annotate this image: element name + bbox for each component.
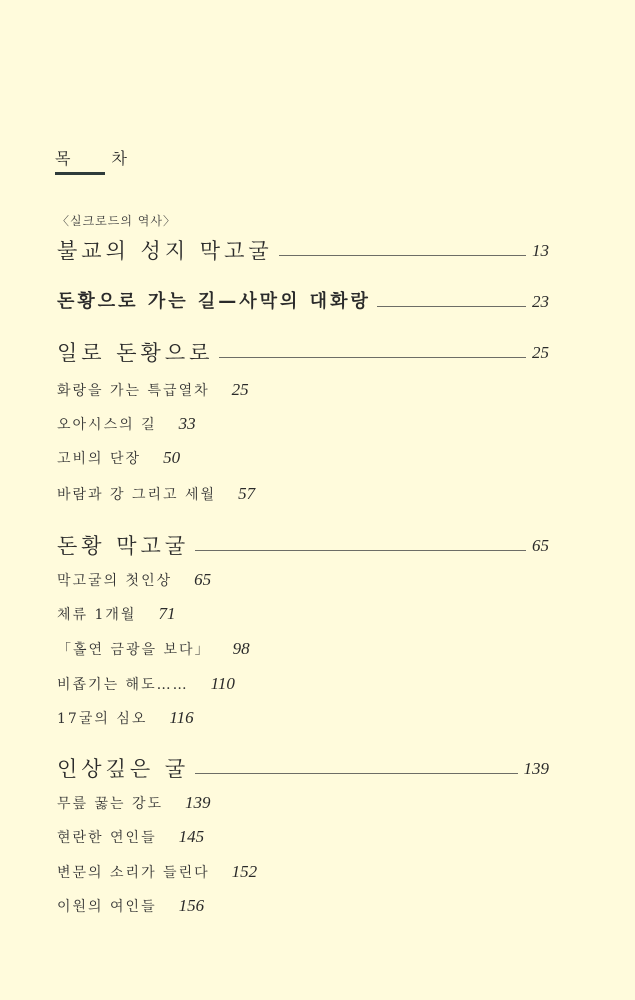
entry-title: 돈황으로 가는 길—사막의 대화랑 xyxy=(57,291,371,312)
item-title: 현란한 연인들 xyxy=(57,830,157,846)
toc-item[interactable] xyxy=(57,639,250,659)
item-page: 116 xyxy=(169,708,194,727)
item-page: 57 xyxy=(238,484,256,503)
entry-page: 13 xyxy=(532,241,549,260)
entry-page: 23 xyxy=(532,292,549,311)
chapter-page: 139 xyxy=(523,759,549,778)
item-title: 고비의 단장 xyxy=(57,451,142,467)
toc-heading-underline xyxy=(55,172,105,175)
toc-chapter-2[interactable] xyxy=(57,531,549,561)
item-title: 무릎 꿇는 강도 xyxy=(57,796,164,812)
leader-line xyxy=(377,306,526,307)
item-title: 화랑을 가는 특급열차 xyxy=(57,383,210,399)
toc-chapter-3[interactable] xyxy=(57,754,549,784)
chapter-title: 인상깊은 굴 xyxy=(57,757,190,781)
item-page: 145 xyxy=(178,827,205,846)
chapter-page: 65 xyxy=(532,536,549,555)
toc-entry-part2[interactable] xyxy=(57,287,549,317)
item-page: 139 xyxy=(185,793,211,812)
chapter-title: 일로 돈황으로 xyxy=(57,341,214,365)
entry-title: 불교의 성지 막고굴 xyxy=(57,239,273,263)
item-title: 이원의 여인들 xyxy=(57,899,157,915)
leader-line xyxy=(195,550,526,551)
item-title: 막고굴의 첫인상 xyxy=(57,573,173,589)
section-note: 〈실크로드의 역사〉 xyxy=(57,214,176,228)
chapter-page: 25 xyxy=(532,343,549,362)
item-page: 110 xyxy=(210,674,235,693)
toc-item[interactable] xyxy=(57,414,196,434)
item-page: 71 xyxy=(158,604,176,623)
leader-line xyxy=(279,255,526,256)
item-page: 25 xyxy=(231,380,249,399)
item-title: 「홀연 금광을 보다」 xyxy=(57,642,211,658)
item-page: 98 xyxy=(232,639,250,658)
chapter-title: 돈황 막고굴 xyxy=(57,534,190,558)
toc-item[interactable] xyxy=(57,708,194,728)
item-title: 바람과 강 그리고 세월 xyxy=(57,487,217,503)
toc-entry-part1[interactable] xyxy=(57,236,549,266)
toc-item[interactable] xyxy=(57,674,235,694)
toc-item[interactable] xyxy=(57,380,249,400)
leader-line xyxy=(195,773,517,774)
toc-item[interactable] xyxy=(57,827,204,847)
item-page: 152 xyxy=(231,862,258,881)
item-title: 체류 1개월 xyxy=(57,607,137,623)
toc-item[interactable] xyxy=(57,793,211,813)
item-title: 17굴의 심오 xyxy=(57,711,148,727)
leader-line xyxy=(219,357,526,358)
item-page: 50 xyxy=(163,448,181,467)
item-page: 156 xyxy=(178,896,205,915)
toc-item[interactable] xyxy=(57,604,175,624)
item-title: 비좁기는 해도…… xyxy=(57,677,189,693)
toc-item[interactable] xyxy=(57,862,257,882)
toc-item[interactable] xyxy=(57,896,204,916)
toc-item[interactable] xyxy=(57,484,255,504)
toc-heading: 목 차 xyxy=(55,149,145,168)
toc-item[interactable] xyxy=(57,570,211,590)
toc-item[interactable] xyxy=(57,448,180,468)
item-title: 오아시스의 길 xyxy=(57,417,157,433)
toc-chapter-1[interactable] xyxy=(57,338,549,368)
item-page: 33 xyxy=(178,414,196,433)
item-page: 65 xyxy=(194,570,212,589)
item-title: 변문의 소리가 들린다 xyxy=(57,865,210,881)
